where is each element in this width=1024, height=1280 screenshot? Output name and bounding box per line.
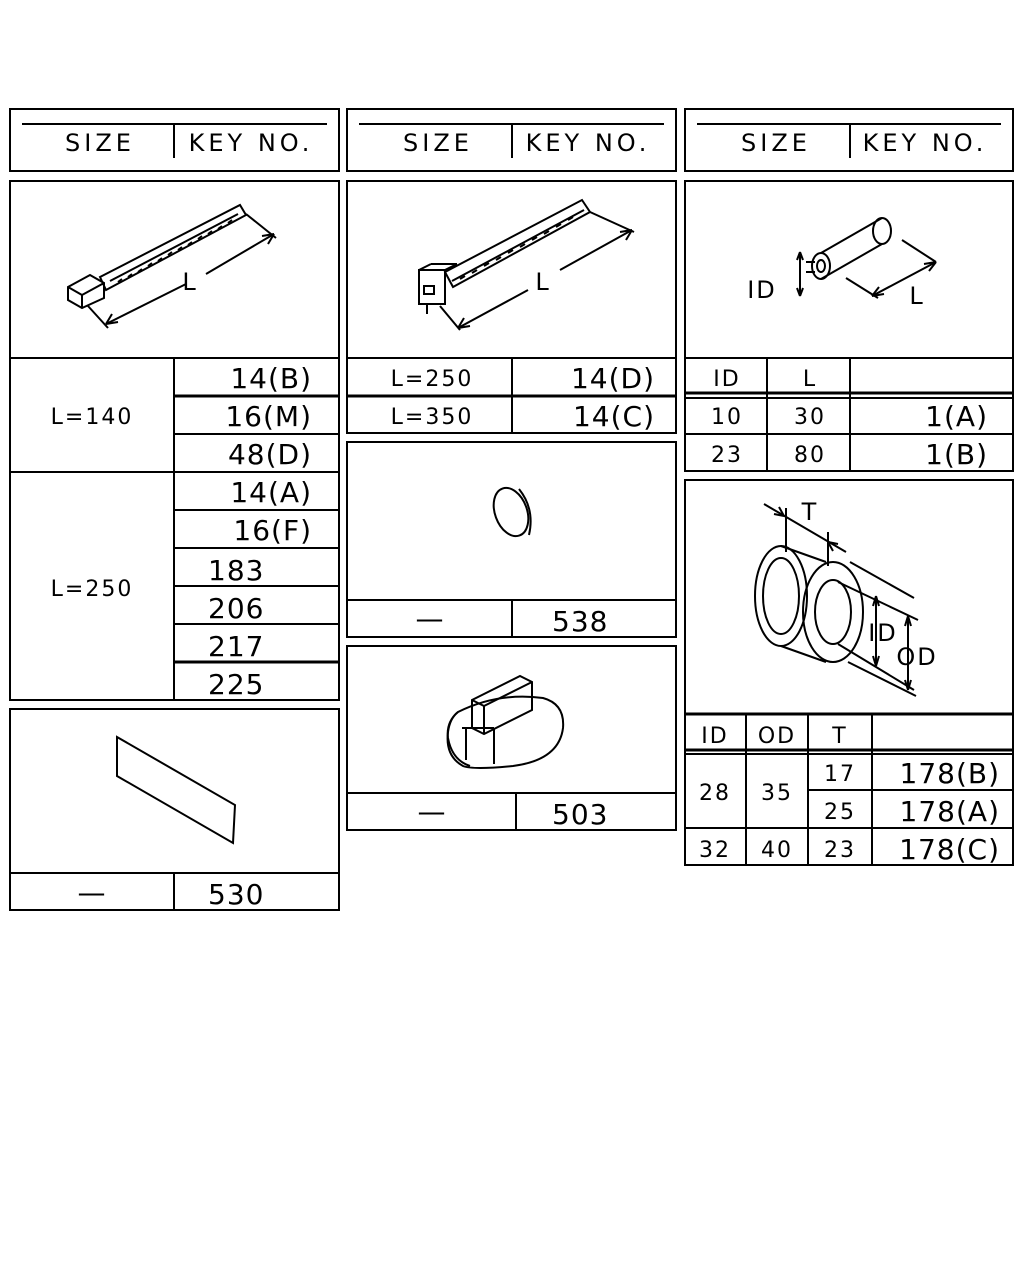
tube-dim-label-l: L bbox=[909, 282, 925, 310]
tie-head bbox=[68, 275, 104, 308]
grommet-id: 28 bbox=[699, 781, 731, 806]
grommet-id: 32 bbox=[699, 838, 731, 863]
col1-key-header: KEY NO. bbox=[188, 129, 314, 157]
grommet-t: 17 bbox=[824, 762, 856, 787]
tube-l: 80 bbox=[794, 443, 826, 468]
grommet-col-header-t: T bbox=[832, 724, 848, 749]
tube-key: 1(A) bbox=[925, 400, 988, 433]
col1-key: 225 bbox=[208, 668, 265, 701]
tube-l: 30 bbox=[794, 405, 826, 430]
col2-size-header: SIZE bbox=[403, 129, 473, 157]
tie-dim-label-l-2: L bbox=[535, 268, 551, 296]
col2-key: 14(D) bbox=[570, 362, 655, 395]
grommet-dim-label-od: OD bbox=[896, 643, 938, 671]
tie-dim-label-l: L bbox=[182, 268, 198, 296]
grommet-illustration bbox=[755, 498, 938, 696]
col3-header bbox=[685, 109, 1013, 171]
col2-key: 14(C) bbox=[572, 400, 655, 433]
col2-size: L=350 bbox=[390, 405, 474, 430]
col1-key: 206 bbox=[208, 592, 265, 625]
grommet-key: 178(B) bbox=[899, 757, 1000, 790]
col1-key: 217 bbox=[208, 630, 265, 663]
col1-header bbox=[10, 109, 339, 171]
col1-key: 183 bbox=[208, 554, 265, 587]
grommet-col-header-id: ID bbox=[701, 724, 729, 749]
col3-grommet-block bbox=[685, 480, 1013, 866]
grommet-dim-label-t: T bbox=[801, 498, 819, 526]
col1-pad-size: — bbox=[77, 876, 107, 909]
col2-disc-key: 538 bbox=[552, 605, 609, 638]
grommet-od: 40 bbox=[761, 838, 793, 863]
col2-disc-size: — bbox=[415, 602, 445, 635]
tube-id: 10 bbox=[711, 405, 743, 430]
col2-clip-block bbox=[347, 646, 676, 831]
col2-size: L=250 bbox=[390, 367, 474, 392]
tube-illustration bbox=[747, 218, 936, 310]
grommet-key: 178(C) bbox=[899, 833, 1000, 866]
col2-clip-size: — bbox=[417, 795, 447, 828]
grommet-col-header-od: OD bbox=[757, 724, 797, 749]
col1-pad-key: 530 bbox=[208, 878, 265, 911]
col3-tube-block bbox=[685, 181, 1013, 471]
tube-dim-label-id: ID bbox=[747, 276, 777, 304]
col2-disc-block bbox=[347, 442, 676, 638]
tube-col-header-id: ID bbox=[713, 367, 741, 392]
col2-key-header: KEY NO. bbox=[525, 129, 651, 157]
tie-dim-line-a bbox=[106, 284, 186, 324]
col1-key: 14(A) bbox=[230, 476, 312, 509]
tube-id: 23 bbox=[711, 443, 743, 468]
col1-key: 16(M) bbox=[225, 400, 312, 433]
col2-clip-key: 503 bbox=[552, 798, 609, 831]
grommet-dim-label-id: ID bbox=[868, 619, 898, 647]
col1-size-l140: L=140 bbox=[50, 405, 134, 430]
col3-key-header: KEY NO. bbox=[862, 129, 988, 157]
grommet-t: 25 bbox=[824, 800, 856, 825]
grommet-od: 35 bbox=[761, 781, 793, 806]
col2-clip-box bbox=[347, 646, 676, 830]
cable-tie-illustration-1 bbox=[68, 205, 276, 328]
disc-illustration bbox=[487, 483, 534, 541]
col2-header bbox=[347, 109, 676, 171]
tube-key: 1(B) bbox=[925, 438, 988, 471]
adhesive-pad-illustration bbox=[117, 737, 235, 843]
col1-size-l250: L=250 bbox=[50, 577, 134, 602]
col1-key: 14(B) bbox=[230, 362, 312, 395]
grommet-t: 23 bbox=[824, 838, 856, 863]
tube-col-header-l: L bbox=[802, 367, 818, 392]
col1-key: 16(F) bbox=[233, 514, 312, 547]
col1-key: 48(D) bbox=[227, 438, 312, 471]
tie-dim-line-b bbox=[206, 234, 274, 274]
col1-pad-block bbox=[10, 709, 339, 911]
col1-cable-tie-block bbox=[10, 181, 339, 701]
grommet-key: 178(A) bbox=[899, 795, 1000, 828]
clip-illustration bbox=[448, 676, 564, 768]
col3-size-header: SIZE bbox=[741, 129, 811, 157]
cable-tie-illustration-2 bbox=[419, 200, 634, 330]
col2-cable-tie-block bbox=[347, 181, 676, 433]
col1-size-header: SIZE bbox=[65, 129, 135, 157]
